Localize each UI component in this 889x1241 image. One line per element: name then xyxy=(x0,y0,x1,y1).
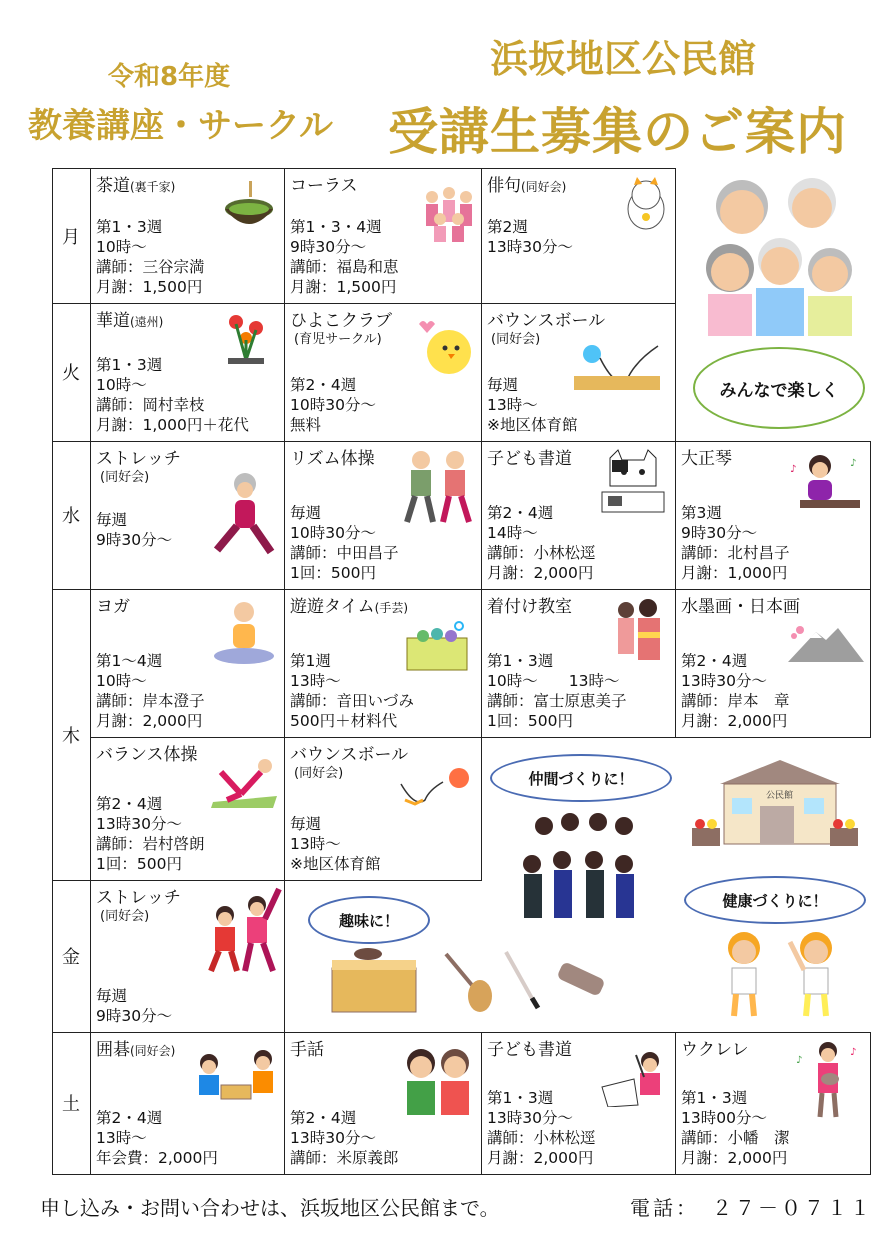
course-line: 13時00分～ xyxy=(681,1109,767,1127)
lucky-cat-icon xyxy=(620,175,672,231)
course-name: バウンスボール xyxy=(290,745,409,765)
course-stretch-wed xyxy=(90,441,285,590)
svg-text:♪: ♪ xyxy=(850,458,857,469)
course-line: 第2・4週 xyxy=(290,376,357,394)
ukulele-player-icon xyxy=(794,1039,864,1119)
course-line: 9時30分～ xyxy=(681,524,758,542)
course-line: 13時～ xyxy=(290,835,341,853)
course-line: 講師：音田いづみ xyxy=(290,692,415,710)
course-taishogoto xyxy=(675,441,871,590)
course-line: 講師：小林松逕 xyxy=(487,1129,596,1147)
bubble-text: 健康づくりに！ xyxy=(722,891,828,910)
day-saturday: 土 xyxy=(52,1032,91,1174)
course-line: 第2・4週 xyxy=(96,795,163,813)
course-tag: (同好会) xyxy=(491,332,541,347)
course-name: 囲碁 xyxy=(96,1040,130,1060)
course-line: 13時30分～ xyxy=(487,1109,573,1127)
course-line: 10時～ xyxy=(96,672,147,690)
choir-kids-icon xyxy=(518,808,648,923)
course-line: 講師：中田昌子 xyxy=(290,544,399,562)
course-line: 講師：岩村啓朗 xyxy=(96,835,205,853)
calligraphy-girl-icon xyxy=(600,1047,670,1107)
course-tag: (同好会) xyxy=(521,180,567,194)
course-name: 着付け教室 xyxy=(487,597,572,617)
course-line: 第2・4週 xyxy=(290,1109,357,1127)
course-line: 毎週 xyxy=(96,511,128,529)
course-yoga xyxy=(90,589,285,738)
bounce-ball-icon xyxy=(574,342,664,392)
course-kitsuke xyxy=(481,589,676,738)
course-line: 講師：岸本 章 xyxy=(681,692,790,710)
course-line: 13時～ xyxy=(290,672,341,690)
course-line: 13時30分～ xyxy=(290,1129,376,1147)
course-line: 月謝：2,000円 xyxy=(681,712,788,730)
course-line: ※地区体育館 xyxy=(487,416,578,434)
course-name: ヨガ xyxy=(96,597,130,617)
course-tag: (同好会) xyxy=(100,470,150,485)
course-line: 9時30分～ xyxy=(96,531,173,549)
hobby-items-icon xyxy=(328,946,618,1018)
flower-arrangement-icon xyxy=(216,310,276,368)
day-thursday: 木 xyxy=(52,589,91,880)
course-name: 華道 xyxy=(96,311,130,331)
bubble-text: みんなで楽しく xyxy=(719,380,839,401)
course-name: バウンスボール xyxy=(487,311,606,331)
exercising-women-icon xyxy=(712,928,852,1018)
footer-phone: 電話： ２７－０７１１ xyxy=(630,1196,873,1220)
stretching-woman-icon xyxy=(209,468,279,563)
stretching-girls-icon xyxy=(201,885,283,973)
course-line: 毎週 xyxy=(487,376,519,394)
course-tag: (手芸) xyxy=(374,601,409,615)
yoga-pose-icon xyxy=(209,598,279,670)
singers-icon xyxy=(420,175,478,245)
course-suibokuga xyxy=(675,589,871,738)
calligraphy-cat-icon xyxy=(600,448,666,514)
course-stretch-fri xyxy=(90,880,285,1033)
course-igo xyxy=(90,1032,285,1175)
course-name: 水墨画・日本画 xyxy=(681,597,800,617)
course-line: 13時30分～ xyxy=(96,815,182,833)
course-line: 13時～ xyxy=(487,396,538,414)
course-sado xyxy=(90,168,285,304)
course-tag: (同好会) xyxy=(294,766,344,781)
course-ukulele xyxy=(675,1032,871,1175)
course-name: 大正琴 xyxy=(681,449,732,469)
course-line: 月謝：2,000円 xyxy=(487,1149,594,1167)
course-line: 講師：小林松逕 xyxy=(487,544,596,562)
header-year: 令和8年度 xyxy=(108,62,231,92)
course-line: 13時30分～ xyxy=(487,238,573,256)
course-line: 講師：小幡 潔 xyxy=(681,1129,790,1147)
course-line: 無料 xyxy=(290,416,322,434)
day-friday: 金 xyxy=(52,880,91,1032)
sign-language-people-icon xyxy=(401,1041,477,1115)
course-bounce-ball-thu xyxy=(284,737,482,881)
course-line: 9時30分～ xyxy=(290,238,367,256)
course-yuyu-time xyxy=(284,589,482,738)
svg-text:♪: ♪ xyxy=(790,464,797,475)
chick-icon xyxy=(415,314,475,376)
course-line: 10時～ 13時～ xyxy=(487,672,620,690)
course-name: 子ども書道 xyxy=(487,1040,572,1060)
svg-text:♪: ♪ xyxy=(796,1055,803,1066)
course-kado xyxy=(90,303,285,442)
kimono-icon xyxy=(608,596,668,662)
course-name: ストレッチ xyxy=(96,449,181,469)
seniors-group-icon xyxy=(700,172,860,337)
course-line: 毎週 xyxy=(290,815,322,833)
course-line: 第2週 xyxy=(487,218,528,236)
bubble-text: 趣味に！ xyxy=(338,911,399,930)
day-monday: 月 xyxy=(52,168,91,303)
course-line: 第1・3週 xyxy=(96,356,163,374)
course-line: 第1・3週 xyxy=(487,1089,554,1107)
header-title: 受講生募集のご案内 xyxy=(388,103,847,161)
course-line: 月謝：1,000円 xyxy=(681,564,788,582)
balance-exercise-icon xyxy=(211,752,279,808)
svg-text:♪: ♪ xyxy=(850,1047,857,1058)
course-line: 13時～ xyxy=(96,1129,147,1147)
building-sign: 公民館 xyxy=(766,791,794,801)
course-line: ※地区体育館 xyxy=(290,855,381,873)
course-line: 講師：岸本澄子 xyxy=(96,692,205,710)
course-line: 10時30分～ xyxy=(290,396,376,414)
course-line: 月謝：1,000円＋花代 xyxy=(96,416,249,434)
bubble-shumi xyxy=(308,896,430,944)
course-name: コーラス xyxy=(290,176,358,196)
course-line: 14時～ xyxy=(487,524,538,542)
course-line: 月謝：2,000円 xyxy=(487,564,594,582)
course-line: 講師：福島和恵 xyxy=(290,258,399,276)
craft-box-icon xyxy=(405,620,469,674)
course-rhythm xyxy=(284,441,482,590)
course-line: 第2・4週 xyxy=(487,504,554,522)
course-line: 第1・3・4週 xyxy=(290,218,382,236)
course-line: 月謝：2,000円 xyxy=(681,1149,788,1167)
course-name: ウクレレ xyxy=(681,1040,749,1060)
header-subtitle: 教養講座・サークル xyxy=(28,106,333,146)
course-line: 10時～ xyxy=(96,376,147,394)
bubble-minna-de-tanoshiku xyxy=(693,347,865,429)
course-line: 10時～ xyxy=(96,238,147,256)
course-line: 月謝：1,500円 xyxy=(290,278,397,296)
course-name: 手話 xyxy=(290,1040,324,1060)
course-line: 講師：三谷宗満 xyxy=(96,258,205,276)
course-line: 月謝：1,500円 xyxy=(96,278,203,296)
course-line: 第2・4週 xyxy=(96,1109,163,1127)
course-tag: (遠州) xyxy=(130,315,164,329)
course-line: 500円＋材料代 xyxy=(290,712,398,730)
day-tuesday: 火 xyxy=(52,303,91,441)
course-line: 1回：500円 xyxy=(290,564,376,582)
course-line: 講師：岡村幸枝 xyxy=(96,396,205,414)
course-line: 毎週 xyxy=(290,504,322,522)
orange-ball-icon xyxy=(395,764,475,810)
header-hall-name: 浜坂地区公民館 xyxy=(490,37,757,81)
course-chorus xyxy=(284,168,482,304)
day-wednesday: 水 xyxy=(52,441,91,589)
course-line: 第1・3週 xyxy=(96,218,163,236)
course-name: ひよこクラブ xyxy=(290,311,392,331)
course-line: 講師：富士原恵美子 xyxy=(487,692,627,710)
tea-bowl-icon xyxy=(219,179,279,234)
course-line: 第1週 xyxy=(290,652,331,670)
ink-painting-icon xyxy=(786,622,866,666)
course-shodo-sat xyxy=(481,1032,676,1175)
course-line: 第1・3週 xyxy=(681,1089,748,1107)
course-line: 月謝：2,000円 xyxy=(96,712,203,730)
course-line: 毎週 xyxy=(96,987,128,1005)
course-bounce-ball-tue xyxy=(481,303,676,442)
bubble-text: 仲間づくりに！ xyxy=(528,769,634,788)
course-line: 9時30分～ xyxy=(96,1007,173,1025)
course-line: 年会費：2,000円 xyxy=(96,1149,218,1167)
course-shuwa xyxy=(284,1032,482,1175)
course-line: 1回：500円 xyxy=(96,855,182,873)
bubble-nakama xyxy=(490,754,672,802)
course-name: 俳句 xyxy=(487,176,521,196)
course-name: ストレッチ xyxy=(96,888,181,908)
course-name: 茶道 xyxy=(96,176,130,196)
course-hiyoko xyxy=(284,303,482,442)
frame-bottom-line xyxy=(52,1174,91,1175)
footer-contact: 申し込み・お問い合わせは、浜坂地区公民館まで。 xyxy=(40,1196,500,1220)
course-tag: (育児サークル) xyxy=(294,332,382,347)
course-line: 10時30分～ xyxy=(290,524,376,542)
course-name: 子ども書道 xyxy=(487,449,572,469)
course-line: 第2・4週 xyxy=(681,652,748,670)
bubble-kenko xyxy=(684,876,866,924)
rhythm-dancers-icon xyxy=(397,446,479,530)
go-players-icon xyxy=(195,1047,279,1109)
course-balance xyxy=(90,737,285,881)
course-tag: (同好会) xyxy=(100,909,150,924)
course-name: バランス体操 xyxy=(96,745,198,765)
course-line: 13時30分～ xyxy=(681,672,767,690)
course-name: 遊遊タイム xyxy=(290,597,375,617)
course-line: 講師：米原義郎 xyxy=(290,1149,399,1167)
course-line: 第1～4週 xyxy=(96,652,163,670)
taishogoto-player-icon xyxy=(786,452,866,516)
course-line: 1回：500円 xyxy=(487,712,573,730)
course-line: 第1・3週 xyxy=(487,652,554,670)
course-line: 第3週 xyxy=(681,504,722,522)
course-tag: (同好会) xyxy=(130,1044,176,1058)
course-name: リズム体操 xyxy=(290,449,375,469)
course-shodo-wed xyxy=(481,441,676,590)
course-line: 講師：北村昌子 xyxy=(681,544,790,562)
course-haiku xyxy=(481,168,676,304)
course-tag: (裏千家) xyxy=(130,180,176,194)
community-hall-building-icon xyxy=(690,758,860,850)
